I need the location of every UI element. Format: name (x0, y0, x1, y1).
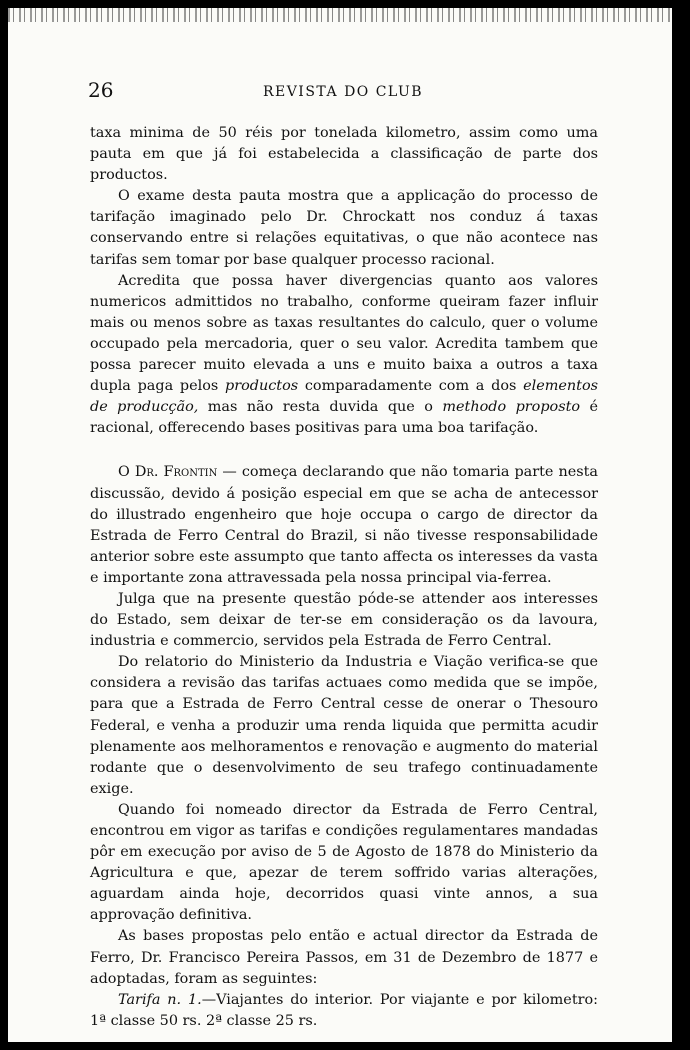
paragraph-3-text-a: Acredita que possa haver divergencias quanto aos valores numericos admittidos no trabalho, conforme queiram fazer influir mais ou menos sobre as taxas resultantes do calculo, quer o volume occupado pela mercadoria, quer o seu valor. Acredita tambem que possa parecer muito elevada a uns e muito baixa a outros a taxa dupla paga pelos (90, 272, 598, 395)
running-title: REVISTA DO CLUB (262, 84, 424, 100)
tariff-label: Tarifa n. 1. (118, 991, 202, 1008)
paragraph-8: As bases propostas pelo então e actual director da Estrada de Ferro, Dr. Francisco Pereira Passos, em 31 de Dezembro de 1877 e adoptadas, foram as seguintes: (90, 928, 598, 987)
paragraph-3-italic-productos: productos (225, 378, 299, 395)
page-header (88, 78, 598, 108)
paragraph-3-text-d: é racional, offerecendo bases positivas para uma boa tarifação. (90, 399, 599, 437)
paragraph-5: Julga que na presente questão póde-se attender aos interesses do Estado, sem deixar de ter-se em consideração os da lavoura, industria e commercio, servidos pela Estrada de Ferro Central. (90, 590, 598, 650)
paragraph-1: taxa minima de 50 réis por tonelada kilometro, assim como uma pauta em que já foi estabelecida a classificação de parte dos productos. (90, 125, 598, 184)
paragraph-7: Quando foi nomeado director da Estrada de Ferro Central, encontrou em vigor as tarifas e condições regulamentares mandadas pôr em execução por aviso de 5 de Agosto de 1878 do Ministerio da Agricultura e que, apezar de terem soffrido varias alterações, aguardam ainda hoje, decorridos quasi vinte annos, a sua approvação definitiva. (90, 801, 598, 924)
paragraph-6: Do relatorio do Ministerio da Industria e Viação verifica-se que considera a revisão das tarifas actuaes como medida que se impõe, para que a Estrada de Ferro Central cesse de onerar o Thesouro Federal, e venha a produzir uma renda liquida que permitta acudir plenamente aos melhoramentos e renovação e augmento do material rodante que o desenvolvimento de seu trafego continuadamente exige. (90, 654, 598, 797)
paragraph-4-text: — começa declarando que não tomaria parte nesta discussão, devido á posição especial em que se acha de antecessor do illustrado engenheiro que hoje occupa o cargo de director da Estrada de Ferro Central do Brazil, si não tivesse responsabilidade anterior sobre este assumpto que tanto affecta os interesses da vasta e importante zona attravessada pela nossa principal via-ferrea. (90, 464, 599, 586)
paragraph-4 (90, 462, 598, 589)
paragraph-3-italic-methodo: methodo proposto (442, 399, 581, 416)
paragraph-3-text-c: mas não resta duvida que o (198, 399, 443, 416)
paragraph-9 (90, 990, 598, 1032)
document-page (8, 8, 672, 1042)
tariff-text: —Viajantes do interior. Por viajante e por kilometro: 1ª classe 50 rs. 2ª classe 25 rs. (90, 991, 598, 1029)
body-text (90, 123, 598, 1032)
scan-edge-noise (8, 8, 672, 22)
paragraph-3-text-b: comparadamente com a dos (298, 378, 524, 395)
paragraph-2: O exame desta pauta mostra que a applicação do processo de tarifação imaginado pelo Dr. Chrockatt nos conduz á taxas conservando entre si relações equitativas, o que não acontece nas tarifas sem tomar por base qualquer processo racional. (90, 188, 598, 268)
paragraph-3 (90, 271, 598, 440)
page-number: 26 (88, 78, 114, 102)
paragraph-3-italic-elementos: elementos de producção, (90, 378, 598, 416)
speaker-name: O Dr. Frontin (118, 464, 218, 481)
